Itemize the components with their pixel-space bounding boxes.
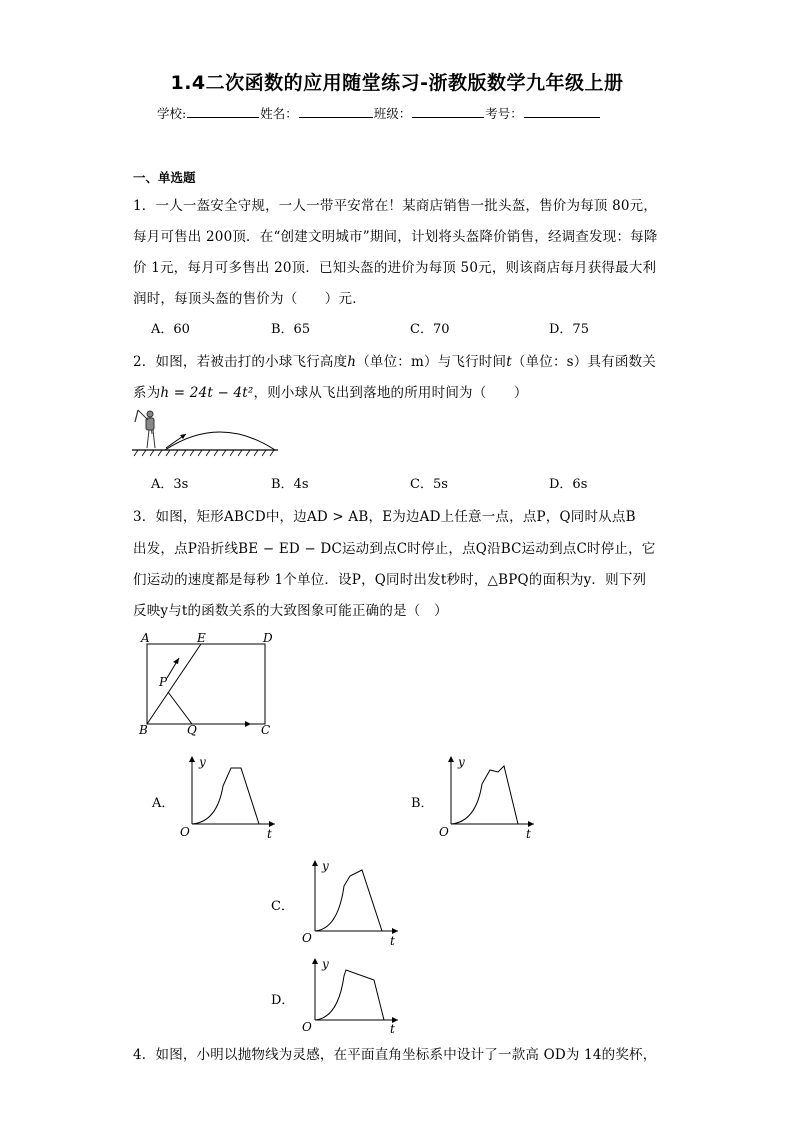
label-c: C — [261, 723, 271, 737]
q2-line1-b: （单位：m）与飞行时间 — [356, 354, 507, 370]
golfer-figure — [130, 404, 280, 464]
q-arrow-head-icon — [245, 721, 251, 727]
q3-option-a[interactable]: A． — [152, 796, 175, 811]
y-label: y — [322, 957, 329, 971]
graph-curve — [451, 766, 518, 824]
q2-line1-a: 2．如图，若被击打的小球飞行高度 — [133, 354, 348, 370]
y-arrow-icon — [312, 958, 318, 964]
number-blank[interactable] — [524, 105, 600, 118]
q1-option-a[interactable]: A．60 — [151, 322, 190, 337]
flight-arc — [165, 432, 275, 450]
golfer-icon — [135, 410, 155, 448]
t-label: t — [390, 1022, 395, 1034]
q2-option-a[interactable]: A．3s — [151, 477, 189, 492]
page-title: 1.4二次函数的应用随堂练习-浙教版数学九年级上册 — [170, 72, 624, 94]
ground-hatching — [134, 450, 274, 456]
q3-line4: 反映y与t的函数关系的大致图象可能正确的是（ ） — [133, 603, 448, 619]
q1-option-c[interactable]: C．70 — [410, 322, 450, 337]
label-p: P — [159, 675, 168, 689]
label-d: D — [263, 631, 273, 645]
q2-formula: h = 24t − 4t² — [160, 385, 254, 401]
q4-line1: 4．如图，小明以抛物线为灵感，在平面直角坐标系中设计了一款高 OD为 14的奖杯， — [133, 1047, 657, 1063]
label-b: B — [139, 723, 148, 737]
y-label: y — [199, 755, 206, 769]
name-blank[interactable] — [299, 105, 373, 118]
class-label: 班级： — [373, 106, 412, 121]
y-label: y — [322, 859, 329, 873]
origin-label: O — [439, 825, 449, 839]
q1-line4: 润时，每顶头盔的售价为（ ）元． — [133, 291, 366, 307]
q3-graph-b[interactable] — [434, 752, 544, 840]
y-arrow-icon — [189, 756, 195, 762]
t-label: t — [526, 827, 531, 840]
graph-curve — [192, 768, 259, 824]
q1-line2: 每月可售出 200顶．在“创建文明城市”期间，计划将头盔降价销售，经调查发现：每降 — [133, 229, 658, 245]
q1-option-d[interactable]: D．75 — [549, 322, 589, 337]
label-e: E — [197, 631, 206, 645]
q3-line3: 们运动的速度都是每秒 1个单位．设P，Q同时出发t秒时，△BPQ的面积为y．则下列 — [133, 572, 647, 588]
q2-var-h: h — [347, 354, 357, 370]
y-arrow-icon — [448, 756, 454, 762]
number-label: 考号： — [485, 106, 523, 121]
q2-option-b[interactable]: B．4s — [271, 477, 309, 492]
q2-line2 — [133, 381, 528, 401]
q3-option-c[interactable]: C． — [271, 899, 294, 914]
q2-line1 — [133, 350, 656, 370]
graph-curve — [315, 870, 382, 931]
school-blank[interactable] — [187, 105, 259, 118]
q2-line2-b: ，则小球从飞出到落地的所用时间为（ ） — [253, 385, 528, 401]
q3-graph-d[interactable] — [298, 954, 408, 1034]
q1-line3: 价 1元，每月可多售出 20顶．已知头盔的进价为每顶 50元，则该商店每月获得最大利 — [133, 260, 657, 276]
q2-option-c[interactable]: C．5s — [410, 477, 448, 492]
q2-var-t: t — [506, 354, 512, 370]
label-q: Q — [187, 723, 197, 737]
origin-label: O — [302, 931, 312, 945]
q2-option-d[interactable]: D．6s — [549, 477, 588, 492]
q2-line2-a: 系为 — [133, 385, 161, 401]
q3-option-d[interactable]: D． — [271, 993, 295, 1008]
school-label: 学校: — [157, 106, 187, 121]
q3-line1: 3．如图，矩形ABCD中，边AD > AB，E为边AD上任意一点，点P，Q同时从点B — [133, 509, 636, 525]
q1-line1: 1．一人一盔安全守规，一人一带平安常在！某商店销售一批头盔，售价为每顶 80元， — [133, 198, 658, 214]
y-arrow-icon — [312, 860, 318, 866]
q1-option-b[interactable]: B．65 — [271, 322, 311, 337]
student-info-line — [157, 104, 601, 122]
arrow-head-icon — [180, 434, 186, 439]
t-label: t — [390, 934, 395, 946]
t-label: t — [267, 827, 272, 840]
segment-pq — [168, 692, 192, 724]
q2-line1-c: （单位：s）具有函数关 — [511, 354, 656, 370]
y-label: y — [458, 755, 465, 769]
q3-line2: 出发，点P沿折线BE − ED − DC运动到点C时停止，点Q沿BC运动到点C时停止，它 — [133, 541, 656, 557]
class-blank[interactable] — [412, 105, 484, 118]
section-title: 一、单选题 — [133, 170, 196, 185]
q3-graph-a[interactable] — [175, 752, 285, 840]
rectangle-figure — [135, 628, 285, 738]
origin-label: O — [180, 825, 190, 839]
graph-curve — [315, 970, 384, 1020]
p-arrow-head-icon — [173, 658, 179, 664]
label-a: A — [141, 631, 150, 645]
origin-label: O — [302, 1020, 312, 1034]
q3-graph-c[interactable] — [298, 856, 408, 946]
q3-option-b[interactable]: B． — [411, 796, 434, 811]
name-label: 姓名： — [260, 106, 298, 121]
segment-be — [147, 644, 201, 724]
